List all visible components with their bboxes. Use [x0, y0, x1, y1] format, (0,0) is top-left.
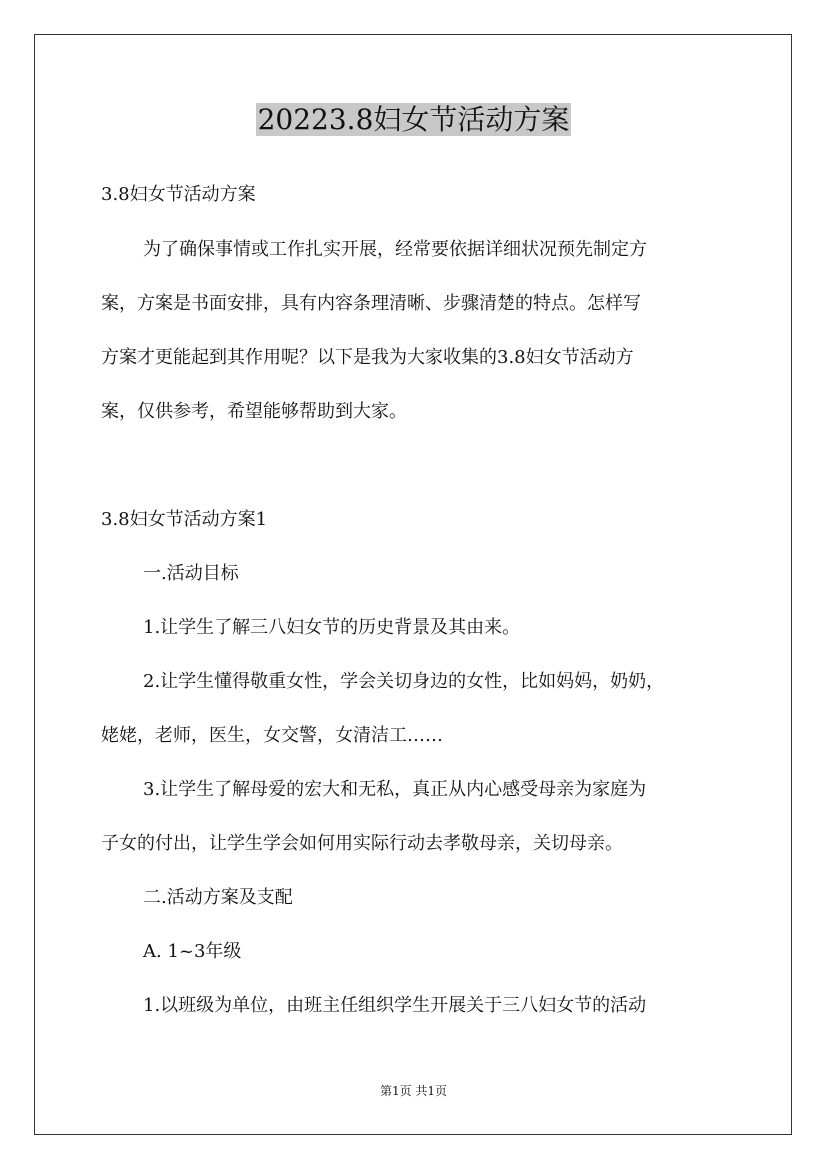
document-title — [0, 100, 827, 140]
sub-heading: 一.活动目标 — [143, 563, 239, 584]
list-item-continuation: 子女的付出，让学生学会如何用实际行动去孝敬母亲，关切母亲。 — [101, 833, 623, 854]
list-item: 1.让学生了解三八妇女节的历史背景及其由来。 — [143, 617, 521, 638]
section-heading: 3.8妇女节活动方案1 — [101, 509, 268, 530]
paragraph-line: 方案才更能起到其作用呢？以下是我为大家收集的3.8妇女节活动方 — [101, 347, 634, 368]
list-item: 3.让学生了解母爱的宏大和无私，真正从内心感受母亲为家庭为 — [143, 779, 647, 800]
list-item-continuation: 姥姥，老师，医生，女交警，女清洁工…… — [101, 725, 443, 746]
page-footer: 第1页 共1页 — [379, 1084, 448, 1098]
grade-heading: A. 1~3年级 — [143, 941, 242, 962]
section-heading: 3.8妇女节活动方案 — [101, 184, 256, 205]
list-item: 1.以班级为单位，由班主任组织学生开展关于三八妇女节的活动 — [143, 995, 647, 1016]
paragraph-line: 为了确保事情或工作扎实开展，经常要依据详细状况预先制定方 — [143, 239, 647, 260]
list-item: 2.让学生懂得敬重女性，学会关切身边的女性，比如妈妈，奶奶， — [143, 671, 665, 692]
paragraph-line: 案，方案是书面安排，具有内容条理清晰、步骤清楚的特点。怎样写 — [101, 293, 641, 314]
sub-heading: 二.活动方案及支配 — [143, 887, 293, 908]
document-title-text: 20223.8妇女节活动方案 — [257, 103, 570, 136]
paragraph-line: 案，仅供参考，希望能够帮助到大家。 — [101, 401, 407, 422]
